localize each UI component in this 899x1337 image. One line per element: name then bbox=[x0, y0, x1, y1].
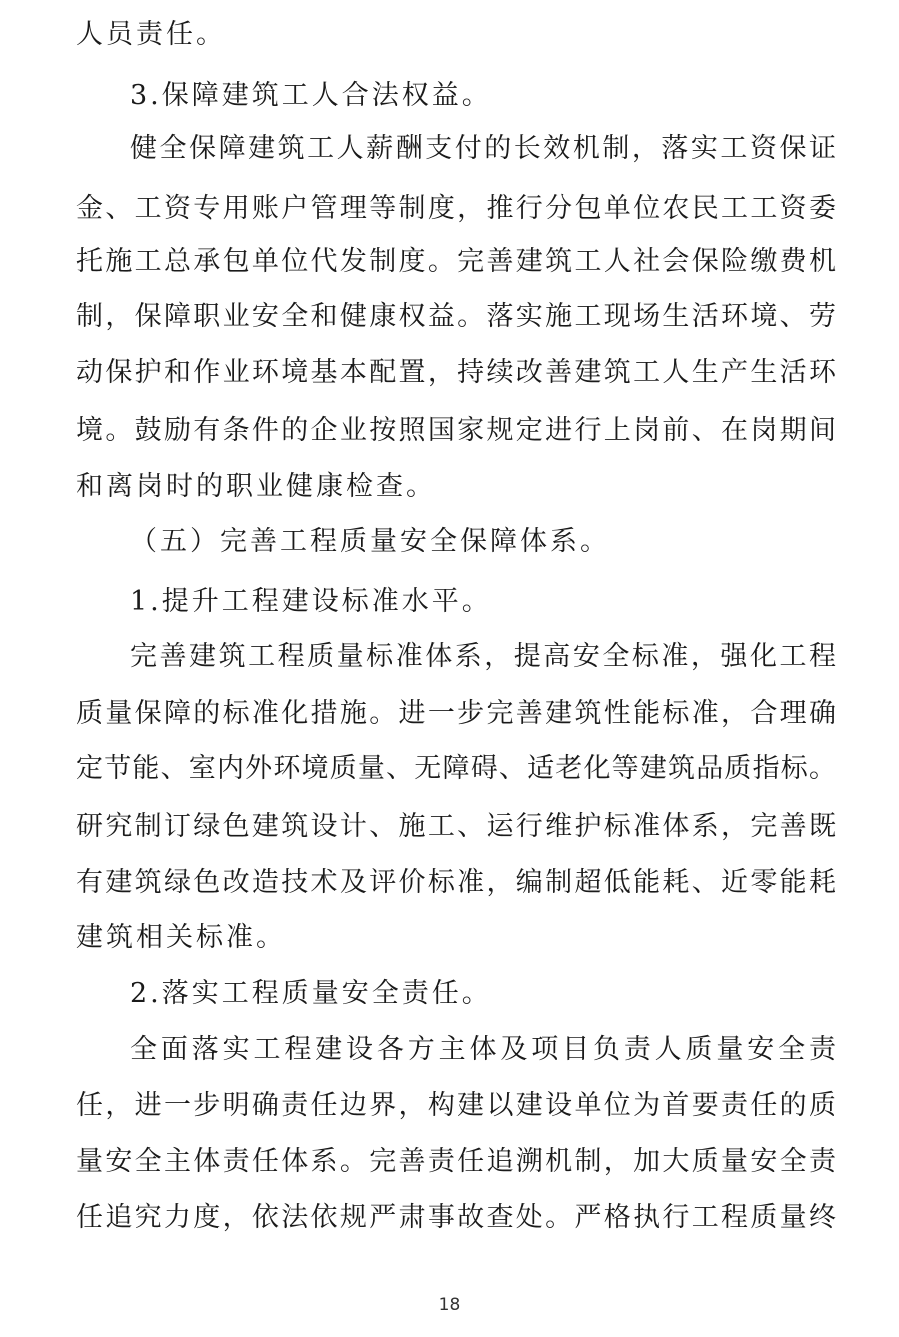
text-line: 建筑相关标准。 bbox=[76, 922, 286, 953]
section-heading: 1.提升工程建设标准水平。 bbox=[130, 586, 492, 617]
text-line: 托施工总承包单位代发制度。完善建筑工人社会保险缴费机 bbox=[76, 246, 836, 277]
text-line: 量安全主体责任体系。完善责任追溯机制，加大质量安全责 bbox=[76, 1146, 836, 1177]
text-line: 质量保障的标准化措施。进一步完善建筑性能标准，合理确 bbox=[76, 698, 836, 729]
text-line: 境。鼓励有条件的企业按照国家规定进行上岗前、在岗期间 bbox=[76, 415, 836, 446]
text-line: 任追究力度，依法依规严肃事故查处。严格执行工程质量终 bbox=[76, 1202, 836, 1233]
text-line: 和离岗时的职业健康检查。 bbox=[76, 471, 436, 502]
text-line: 制，保障职业安全和健康权益。落实施工现场生活环境、劳 bbox=[76, 301, 836, 332]
page-number: 18 bbox=[438, 1295, 461, 1315]
text-line: 健全保障建筑工人薪酬支付的长效机制，落实工资保证 bbox=[130, 133, 836, 164]
text-line: 任，进一步明确责任边界，构建以建设单位为首要责任的质 bbox=[76, 1090, 836, 1121]
section-heading: （五）完善工程质量安全保障体系。 bbox=[130, 526, 610, 557]
text-line: 定节能、室内外环境质量、无障碍、适老化等建筑品质指标。 bbox=[76, 753, 836, 784]
section-heading: 3.保障建筑工人合法权益。 bbox=[130, 80, 492, 111]
section-heading: 2.落实工程质量安全责任。 bbox=[130, 978, 492, 1009]
text-line: 动保护和作业环境基本配置，持续改善建筑工人生产生活环 bbox=[76, 357, 836, 388]
text-line: 研究制订绿色建筑设计、施工、运行维护标准体系，完善既 bbox=[76, 811, 836, 842]
text-line: 全面落实工程建设各方主体及项目负责人质量安全责 bbox=[130, 1034, 836, 1065]
text-line: 完善建筑工程质量标准体系，提高安全标准，强化工程 bbox=[130, 641, 836, 672]
text-line: 有建筑绿色改造技术及评价标准，编制超低能耗、近零能耗 bbox=[76, 867, 836, 898]
text-line: 人员责任。 bbox=[76, 19, 226, 50]
text-line: 金、工资专用账户管理等制度，推行分包单位农民工工资委 bbox=[76, 193, 836, 224]
